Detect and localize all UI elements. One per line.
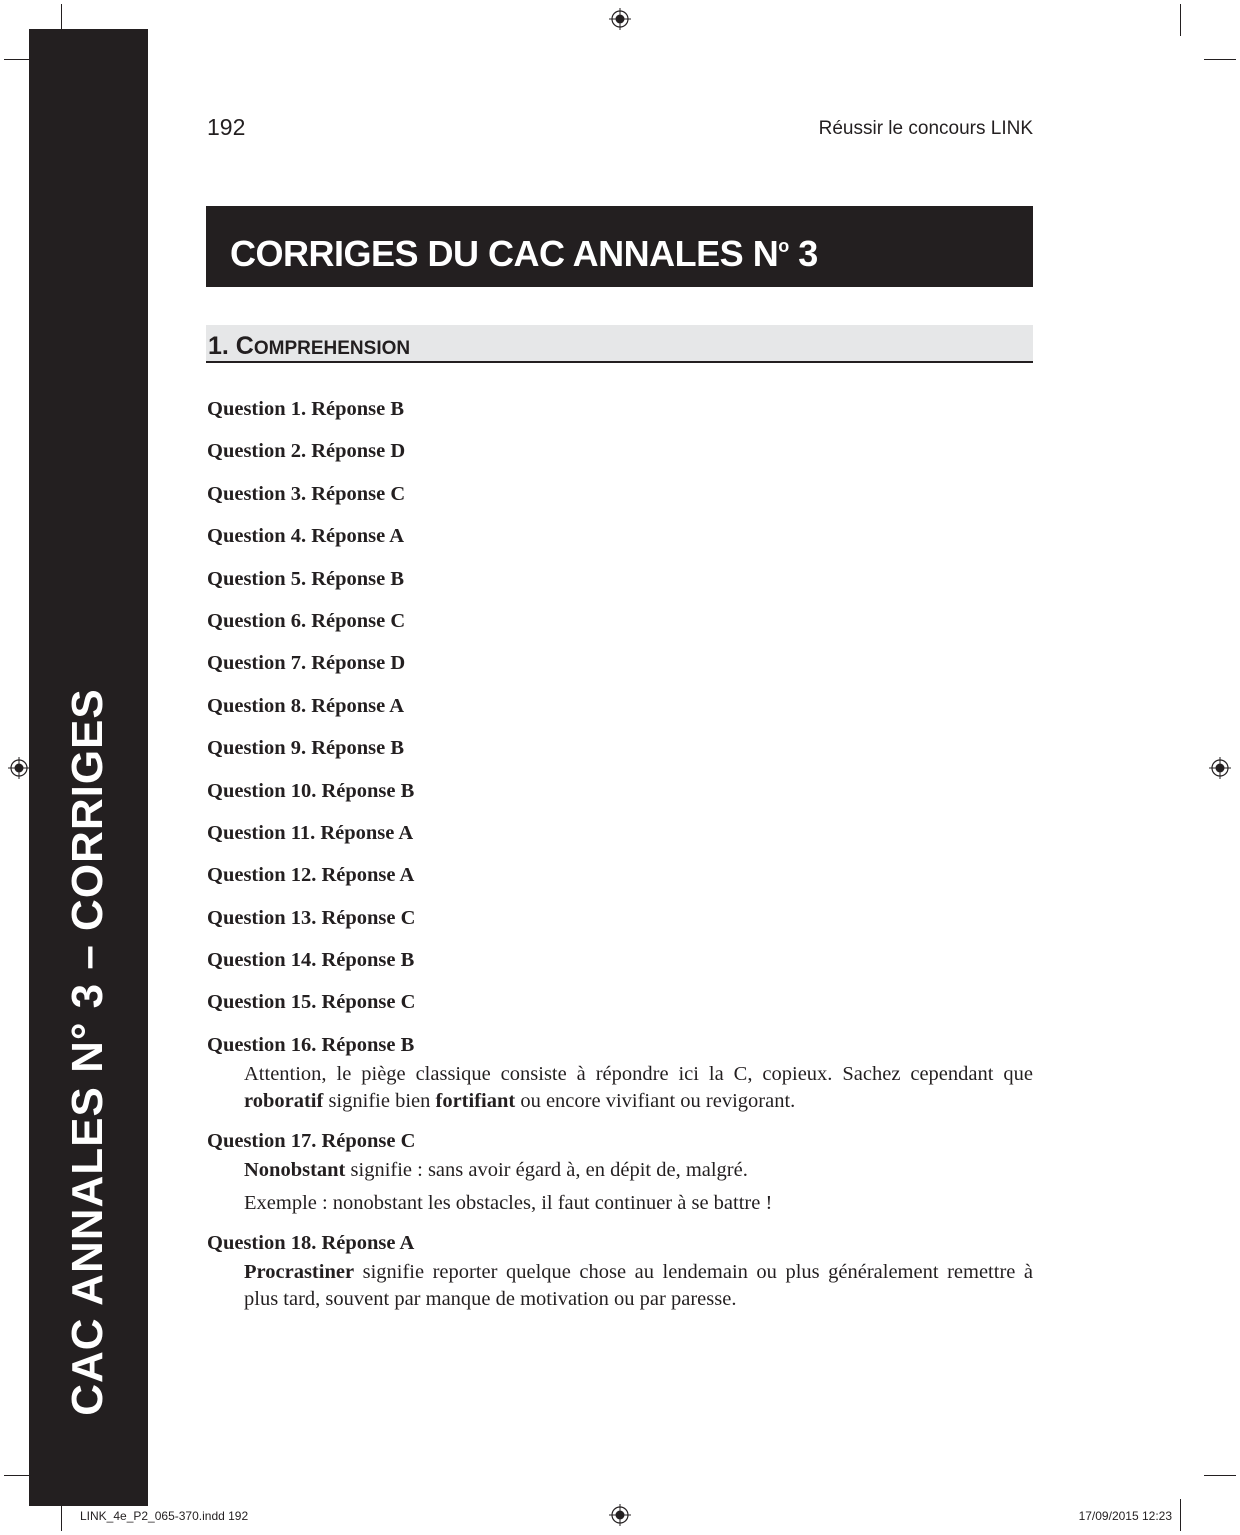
note-text: ou encore vivifiant ou revigorant.	[515, 1089, 796, 1112]
answer-item: Question 4. Réponse A	[207, 525, 405, 548]
answer-item: Question 18. Réponse A	[207, 1231, 415, 1254]
answer-item: Question 3. Réponse C	[207, 482, 406, 505]
note-text: signifie bien	[323, 1089, 436, 1112]
registration-mark-icon	[609, 1504, 631, 1526]
answer-item: Question 17. Réponse C	[207, 1129, 416, 1152]
answer-item: Question 16. Réponse B	[207, 1033, 415, 1056]
answer-item: Question 10. Réponse B	[207, 779, 415, 802]
note-keyword: fortifiant	[435, 1089, 516, 1112]
footer-date: 17/09/2015 12:23	[1078, 1509, 1172, 1523]
answer-note	[244, 1157, 1033, 1184]
note-keyword: roboratif	[244, 1089, 324, 1112]
answer-item: Question 6. Réponse C	[207, 609, 406, 632]
answer-note	[244, 1259, 1033, 1313]
note-text: Attention, le piège classique consiste à répondre ici la C, copieux. Sachez cependant que	[244, 1062, 1033, 1085]
answer-list	[207, 393, 1033, 1313]
note-keyword: Nonobstant	[244, 1158, 346, 1181]
answer-item: Question 9. Réponse B	[207, 737, 405, 760]
footer-file-name: LINK_4e_P2_065-370.indd 192	[80, 1509, 249, 1523]
crop-mark	[1180, 1499, 1181, 1531]
note-text: signifie reporter quelque chose au lendemain ou plus généralement remettre à plus tard, souvent par manque de motivation ou par paresse.	[244, 1260, 1033, 1310]
section-title-rest: OMPREHENSION	[253, 338, 411, 359]
answer-item: Question 2. Réponse D	[207, 440, 406, 463]
answer-item: Question 7. Réponse D	[207, 652, 406, 675]
page-number: 192	[207, 114, 246, 140]
answer-note-example: Exemple : nonobstant les obstacles, il faut continuer à se battre !	[244, 1191, 773, 1214]
registration-mark-icon	[1209, 757, 1231, 779]
answer-item: Question 11. Réponse A	[207, 821, 414, 844]
crop-mark	[1204, 1475, 1236, 1476]
crop-mark	[1204, 59, 1236, 60]
section-initial: C	[235, 332, 254, 360]
registration-mark-icon	[8, 757, 30, 779]
answer-item: Question 1. Réponse B	[207, 398, 405, 420]
answer-item: Question 8. Réponse A	[207, 694, 405, 717]
answer-item: Question 12. Réponse A	[207, 864, 415, 887]
note-keyword: Procrastiner	[244, 1260, 355, 1283]
answer-note	[244, 1061, 1033, 1115]
registration-mark-icon	[609, 8, 631, 30]
chapter-title-superscript: o	[778, 236, 789, 256]
running-title: Réussir le concours LINK	[818, 118, 1033, 139]
side-tab-label: CAC ANNALES N° 3 – CORRIGES	[63, 688, 112, 1416]
answer-item: Question 14. Réponse B	[207, 949, 415, 972]
chapter-title	[206, 206, 1033, 287]
answer-item: Question 5. Réponse B	[207, 567, 405, 590]
note-text: signifie : sans avoir égard à, en dépit de, malgré.	[345, 1158, 748, 1181]
answer-item: Question 15. Réponse C	[207, 991, 416, 1014]
section-number: 1.	[208, 332, 236, 360]
section-heading	[206, 325, 1033, 363]
crop-mark	[1180, 4, 1181, 36]
chapter-title-number: 3	[788, 233, 818, 274]
answer-item: Question 13. Réponse C	[207, 906, 416, 929]
chapter-title-text: CORRIGES DU CAC ANNALES N	[230, 233, 779, 274]
